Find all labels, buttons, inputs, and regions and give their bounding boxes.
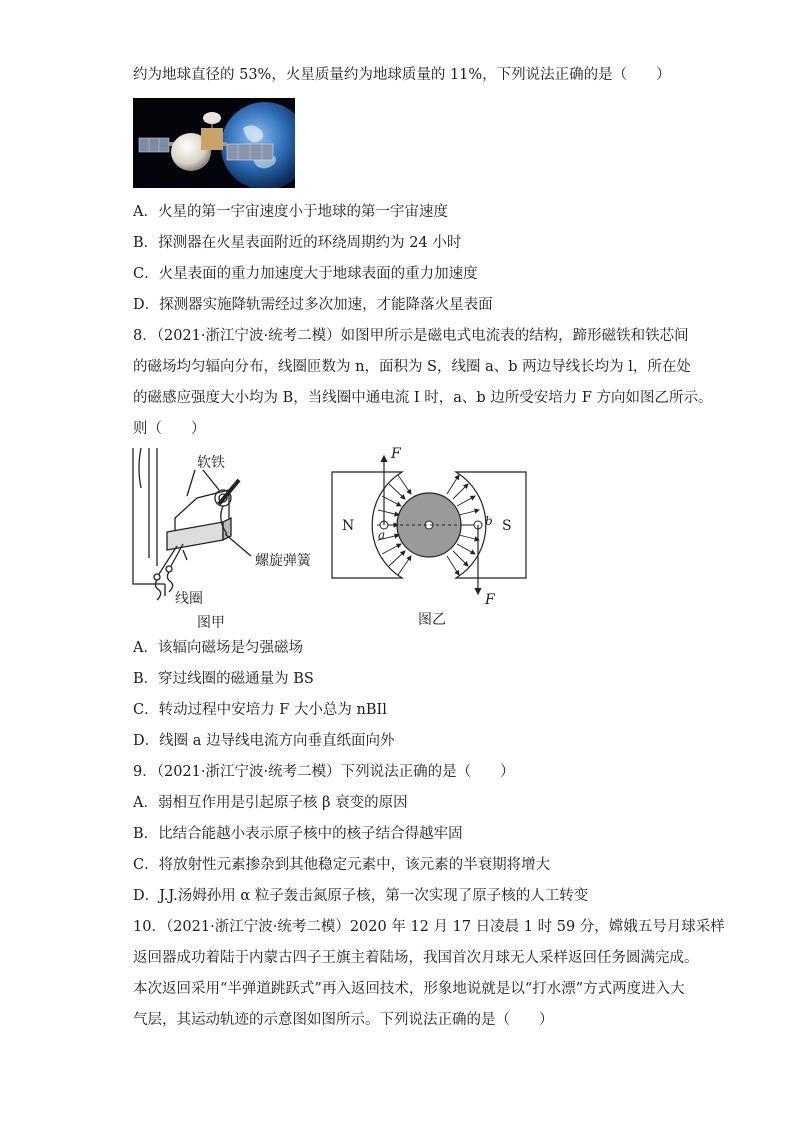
question-10-line-4: 气层，其运动轨迹的示意图如图所示。下列说法正确的是（ ） [133,1012,554,1028]
label-force-bottom: F [485,592,495,608]
option-8a: A．该辐向磁场是匀强磁场 [133,640,303,656]
figure-a-galvanometer [127,446,327,631]
question-10-line-3: 本次返回采用“半弹道跳跃式”再入返回技术，形象地说就是以“打水漂”方式两度进入大 [133,981,685,997]
option-7d: D．探测器实施降轨需经过多次加速，才能降落火星表面 [133,297,493,313]
option-9d: D．J.J.汤姆孙用 α 粒子轰击氮原子核，第一次实现了原子核的人工转变 [133,888,589,904]
option-9c: C．将放射性元素掺杂到其他稳定元素中，该元素的半衰期将增大 [133,857,551,873]
figure-b-radial-field [328,446,533,631]
option-7a: A．火星的第一宇宙速度小于地球的第一宇宙速度 [133,204,448,220]
question-8-line-4: 则（ ） [133,421,206,437]
label-soft-iron: 软铁 [197,455,225,471]
mars-probe-earth-photo [133,98,295,188]
figure-b-caption: 图乙 [418,612,446,628]
option-9a: A．弱相互作用是引起原子核 β 衰变的原因 [133,795,408,811]
question-9-stem: 9．（2021·浙江宁波·统考二模）下列说法正确的是（ ） [133,764,515,780]
question-8-line-2: 的磁场均匀辐向分布，线圈匝数为 n，面积为 S，线圈 a、b 两边导线长均为 l，所在处 [133,359,691,375]
label-north-pole: N [342,518,355,534]
label-coil: 线圈 [175,591,203,607]
question-7-stem-tail: 约为地球直径的 53%，火星质量约为地球质量的 11%，下列说法正确的是（ ） [133,67,671,83]
figure-a-caption: 图甲 [197,615,225,631]
label-spiral-spring: 螺旋弹簧 [255,553,311,569]
option-8b: B．穿过线圈的磁通量为 BS [133,671,314,687]
question-10-line-1: 10．（2021·浙江宁波·统考二模）2020 年 12 月 17 日凌晨 1 时 59 分，嫦娥五号月球采样 [133,919,725,935]
label-side-b: b [485,514,493,528]
question-10-line-2: 返回器成功着陆于内蒙古四子王旗主着陆场，我国首次月球无人采样返回任务圆满完成。 [133,950,699,966]
label-force-top: F [391,446,401,462]
option-8c: C．转动过程中安培力 F 大小总为 nBIl [133,702,387,718]
option-8d: D．线圈 a 边导线电流方向垂直纸面向外 [133,733,395,749]
question-8-line-3: 的磁感应强度大小均为 B，当线圈中通电流 I 时，a、b 边所受安培力 F 方向如图乙所示。 [133,390,713,406]
option-7b: B．探测器在火星表面附近的环绕周期约为 24 小时 [133,235,462,251]
question-8-line-1: 8．（2021·浙江宁波·统考二模）如图甲所示是磁电式电流表的结构，蹄形磁铁和铁芯间 [133,328,689,344]
option-9b: B．比结合能越小表示原子核中的核子结合得越牢固 [133,826,463,842]
label-south-pole: S [502,518,512,534]
option-7c: C．火星表面的重力加速度大于地球表面的重力加速度 [133,266,478,282]
label-side-a: a [378,528,386,542]
